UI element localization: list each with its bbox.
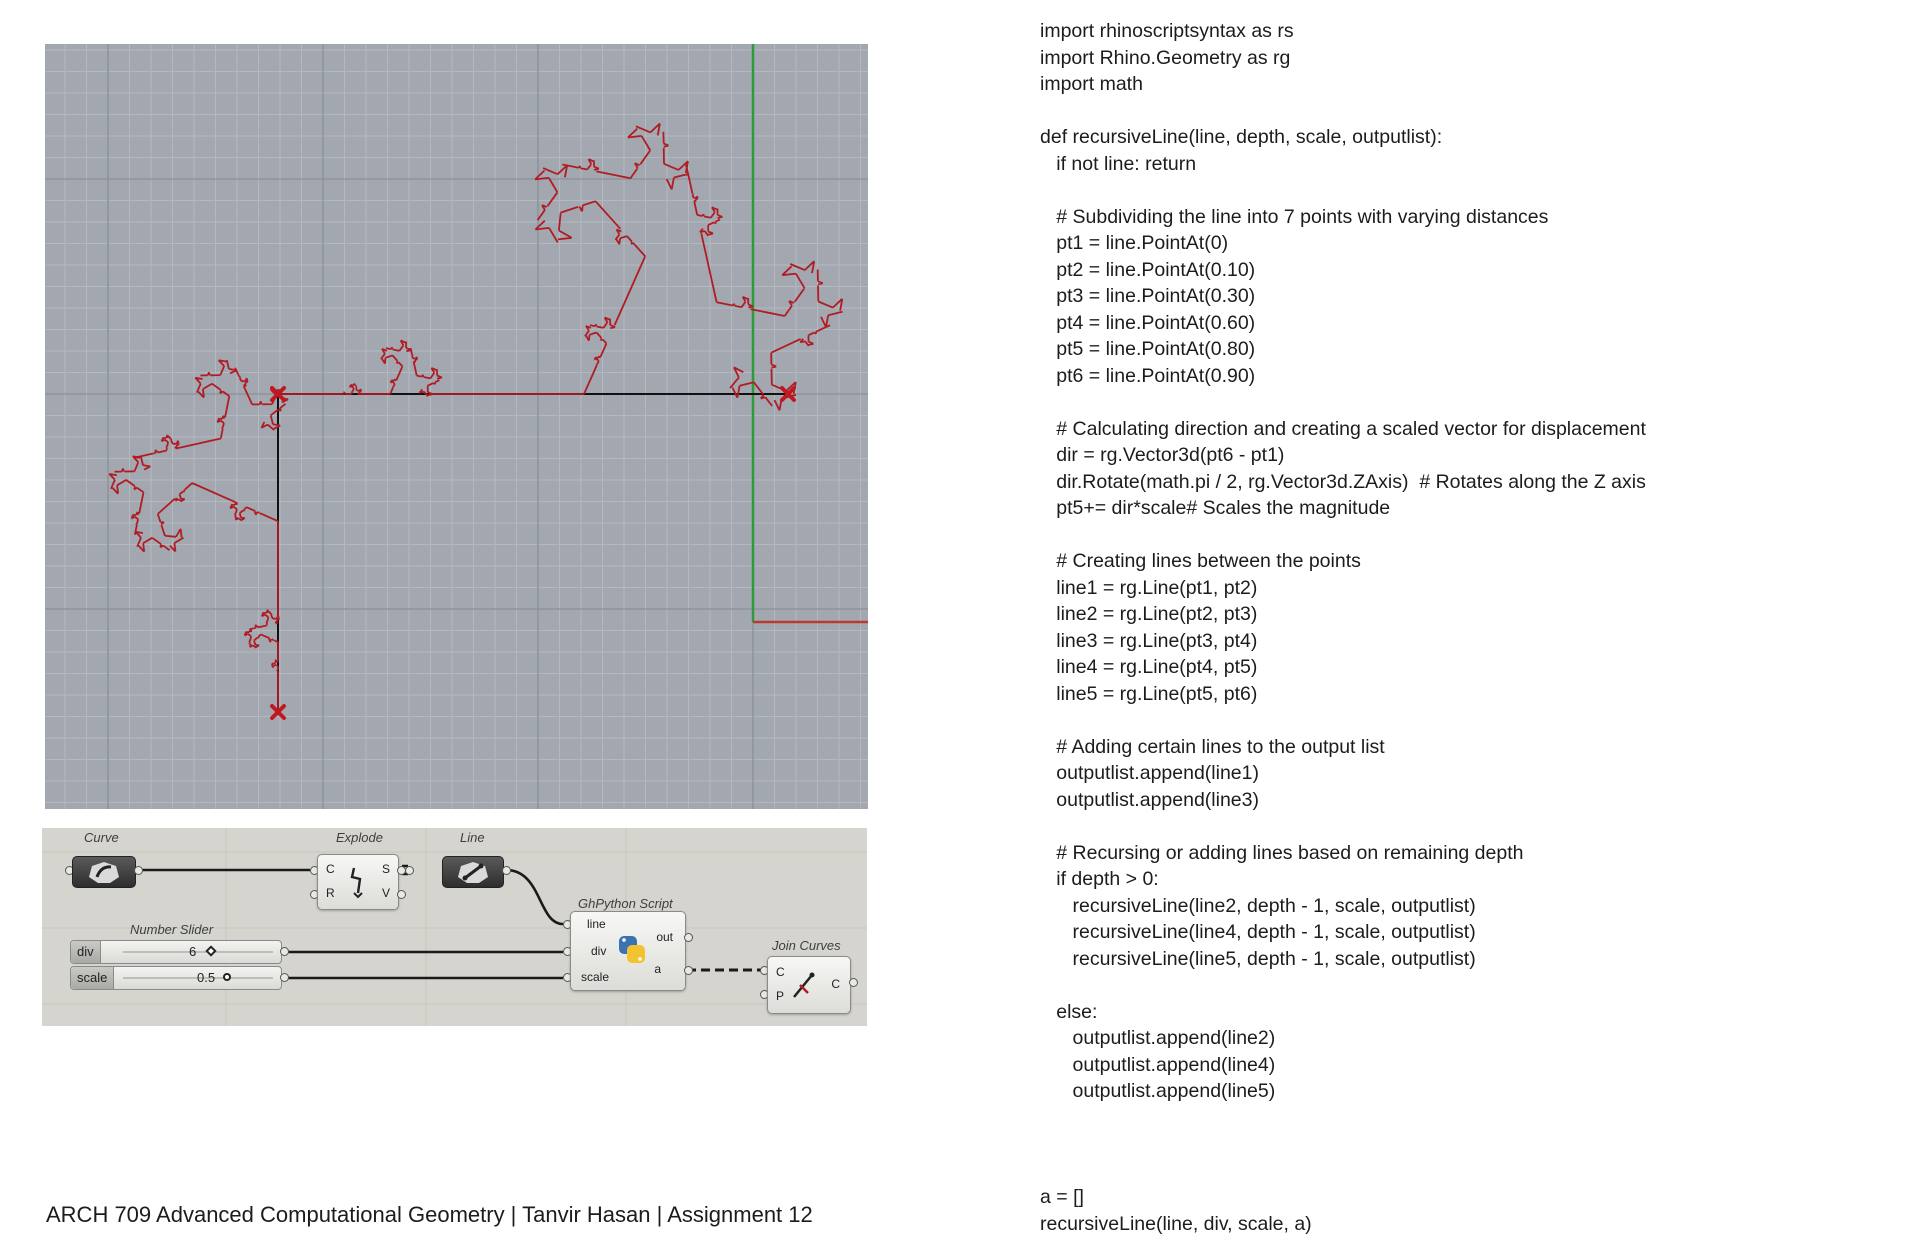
code-line: if not line: return: [1040, 152, 1197, 175]
code-line: if depth > 0:: [1040, 868, 1159, 890]
explode-output-v: V: [381, 886, 390, 900]
code-line: dir = rg.Vector3d(pt6 - pt1): [1040, 444, 1285, 466]
explode-output-grip-v[interactable]: [397, 890, 406, 899]
code-line: import Rhino.Geometry as rg: [1040, 46, 1291, 69]
div-slider-track: [123, 951, 273, 953]
python-output-grip-a[interactable]: [684, 966, 693, 975]
code-line: outputlist.append(line3): [1040, 788, 1259, 811]
code-line: [1040, 522, 1900, 549]
python-output-grip-out[interactable]: [684, 933, 693, 942]
curve-output-grip[interactable]: [134, 866, 143, 875]
code-line: [1040, 1131, 1900, 1158]
code-line: import rhinoscriptsyntax as rs: [1040, 20, 1294, 42]
code-line: outputlist.append(line1): [1040, 762, 1259, 784]
code-line: dir.Rotate(math.pi / 2, rg.Vector3d.ZAxis) # Rotates along the Z axis: [1040, 470, 1646, 493]
join-curves-component-title: Join Curves: [772, 938, 841, 953]
div-slider-output-grip[interactable]: [280, 947, 289, 956]
code-line: line2 = rg.Line(pt2, pt3): [1040, 603, 1258, 625]
div-slider-knob[interactable]: [205, 945, 216, 956]
code-line: line1 = rg.Line(pt1, pt2): [1040, 576, 1258, 599]
fractal-curve: [109, 124, 842, 713]
wire-line-python: [506, 870, 563, 924]
code-line: pt1 = line.PointAt(0): [1040, 232, 1229, 254]
code-line: pt4 = line.PointAt(0.60): [1040, 311, 1256, 334]
python-input-line: line: [587, 917, 606, 931]
scale-slider-knob[interactable]: [223, 973, 231, 981]
line-param-icon: [443, 857, 503, 887]
code-line: [1040, 813, 1900, 840]
fractal-curve-path[interactable]: [109, 124, 842, 713]
code-line: def recursiveLine(line, depth, scale, outputlist):: [1040, 126, 1443, 148]
code-line: pt5+= dir*scale# Scales the magnitude: [1040, 497, 1391, 519]
join-input-p: P: [776, 989, 785, 1003]
viewport-grid-minor: [45, 44, 868, 809]
div-slider-value: 6: [189, 944, 197, 959]
python-code-listing: [1040, 18, 1900, 1237]
code-line: a = []: [1040, 1186, 1084, 1208]
code-line: recursiveLine(line, div, scale, a): [1040, 1212, 1312, 1235]
python-input-scale: scale: [581, 970, 610, 984]
join-curves-component[interactable]: [767, 956, 851, 1014]
code-line: pt6 = line.PointAt(0.90): [1040, 364, 1256, 387]
explode-component-title: Explode: [336, 830, 383, 845]
ghpython-component[interactable]: [570, 911, 686, 991]
number-slider-title: Number Slider: [130, 922, 214, 937]
line-output-grip[interactable]: [502, 866, 511, 875]
code-line: # Creating lines between the points: [1040, 550, 1361, 572]
grasshopper-canvas[interactable]: [42, 828, 867, 1026]
code-line: [1040, 1105, 1900, 1132]
div-slider-label: div: [71, 941, 101, 963]
curve-param-icon: [73, 857, 135, 887]
python-output-a: a: [654, 962, 661, 976]
code-line: [1040, 707, 1900, 734]
curve-component[interactable]: [72, 856, 136, 888]
explode-input-r: R: [326, 886, 335, 900]
code-line: import math: [1040, 73, 1143, 95]
code-line: outputlist.append(line5): [1040, 1080, 1276, 1102]
code-line: # Adding certain lines to the output list: [1040, 735, 1385, 758]
code-line: else:: [1040, 1000, 1098, 1023]
python-output-out: out: [656, 930, 673, 944]
line-input-grip[interactable]: [405, 866, 414, 875]
code-line: # Calculating direction and creating a scaled vector for displacement: [1040, 417, 1646, 440]
base-polyline: [278, 394, 788, 712]
div-slider[interactable]: [70, 940, 282, 964]
code-line: pt5 = line.PointAt(0.80): [1040, 338, 1256, 360]
ghpython-component-title: GhPython Script: [578, 896, 673, 911]
scale-slider-output-grip[interactable]: [280, 973, 289, 982]
scale-slider-value: 0.5: [197, 970, 216, 985]
code-line: # Subdividing the line into 7 points with varying distances: [1040, 205, 1549, 228]
scale-slider-label: scale: [71, 967, 114, 989]
python-input-div: div: [591, 944, 607, 958]
explode-component[interactable]: [317, 854, 399, 910]
line-component-title: Line: [460, 830, 485, 845]
code-line: [1040, 389, 1900, 416]
code-line: recursiveLine(line5, depth - 1, scale, outputlist): [1040, 947, 1476, 970]
code-line: pt3 = line.PointAt(0.30): [1040, 285, 1256, 307]
code-line: outputlist.append(line2): [1040, 1027, 1276, 1049]
code-line: [1040, 1158, 1900, 1185]
code-line: pt2 = line.PointAt(0.10): [1040, 258, 1256, 281]
explode-input-c: C: [326, 862, 335, 876]
code-line: line3 = rg.Line(pt3, pt4): [1040, 629, 1258, 652]
code-line: outputlist.append(line4): [1040, 1053, 1276, 1076]
curve-component-title: Curve: [84, 830, 119, 845]
code-line: [1040, 98, 1900, 125]
code-line: # Recursing or adding lines based on remaining depth: [1040, 841, 1524, 864]
scale-slider[interactable]: [70, 966, 282, 990]
code-line: line4 = rg.Line(pt4, pt5): [1040, 656, 1258, 678]
line-component[interactable]: [442, 856, 504, 888]
code-line: recursiveLine(line4, depth - 1, scale, outputlist): [1040, 921, 1476, 943]
join-input-c: C: [776, 965, 785, 979]
join-output-c: C: [831, 977, 840, 991]
code-line: [1040, 177, 1900, 204]
code-line: recursiveLine(line2, depth - 1, scale, outputlist): [1040, 894, 1476, 917]
code-line: [1040, 972, 1900, 999]
viewport-grid-major: [45, 44, 868, 809]
footer-caption: ARCH 709 Advanced Computational Geometry | Tanvir Hasan | Assignment 12: [46, 1202, 813, 1227]
python-logo-icon: [571, 912, 685, 990]
join-output-grip-c[interactable]: [849, 978, 858, 987]
code-line: line5 = rg.Line(pt5, pt6): [1040, 682, 1258, 705]
explode-output-s: S: [381, 862, 390, 876]
viewport-canvas[interactable]: [45, 44, 868, 809]
rhino-viewport[interactable]: [45, 44, 868, 809]
